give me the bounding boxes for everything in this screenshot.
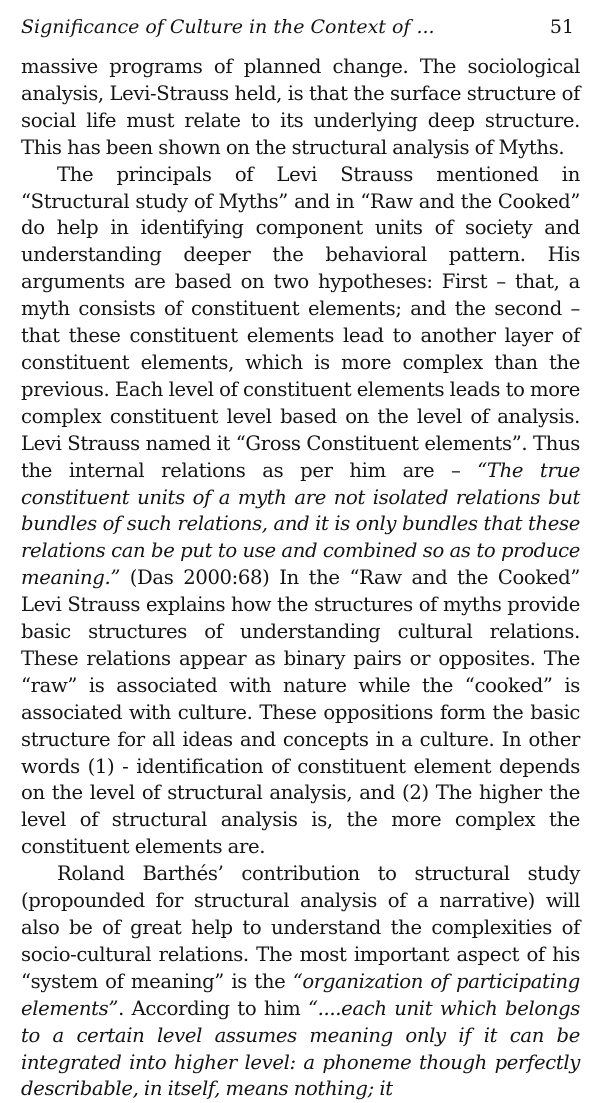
body-text [21,54,580,1103]
barthes-quote-2: “....each unit which belongs to a certain level assumes meaning only if it can be integrated into higher level: a phoneme though perfectly describable, in itself, means nothing; it [21,996,580,1101]
levi-strauss-quote: “The true constituent units of a myth are not isolated relations but bundles of such relations, and it is only bundles that these relations can be put to use and combined so as to produce meaning.” [21,458,580,590]
barthes-quote-1: “organization of participating elements” [21,969,580,1020]
paragraph-3-text-a: Roland Barthés’ contribution to structural study (propounded for structural analysis of a narrative) will also be of great help to understand the complexities of socio-cultural relations. The most important aspect of his “system of meaning” is the [21,862,580,993]
paragraph-3 [21,861,580,1103]
paragraph-2 [21,162,580,862]
paragraph-2-text-a: The principals of Levi Strauss mentioned in “Structural study of Myths” and in “Raw and the Cooked” do help in identifying component units of society and understanding deeper the behavioral pattern. His arguments are based on two hypotheses: First – that, a myth consists of constituent elements; and the second – that these constituent elements lead to another layer of constituent elements, which is more complex than the previous. Each level of constituent elements leads to more complex constituent level based on the level of analysis. Levi Strauss named it “Gross Constituent elements”. Thus the internal relations as per him are – [21,162,580,482]
paragraph-1-text: massive programs of planned change. The sociological analysis, Levi-Strauss held, is that the surface structure of social life must relate to its underlying deep structure. This has been shown on the structural analysis of Myths. [21,55,580,159]
paragraph-3-text-b: . According to him [118,996,308,1020]
paragraph-2-text-b: (Das 2000:68) In the “Raw and the Cooked” Levi Strauss explains how the structures of myths provide basic structures of understanding cultural relations. These relations appear as binary pairs or opposites. The “raw” is associated with nature while the “cooked” is associated with culture. These oppositions form the basic structure for all ideas and concepts in a culture. In other words (1) - identification of constituent element depends on the level of structural analysis, and (2) The higher the level of structural analysis is, the more complex the constituent elements are. [21,566,580,859]
running-title: Significance of Culture in the Context of ... [21,16,435,38]
page-number: 51 [549,16,574,38]
running-header [21,14,580,40]
paragraph-1 [21,54,580,162]
